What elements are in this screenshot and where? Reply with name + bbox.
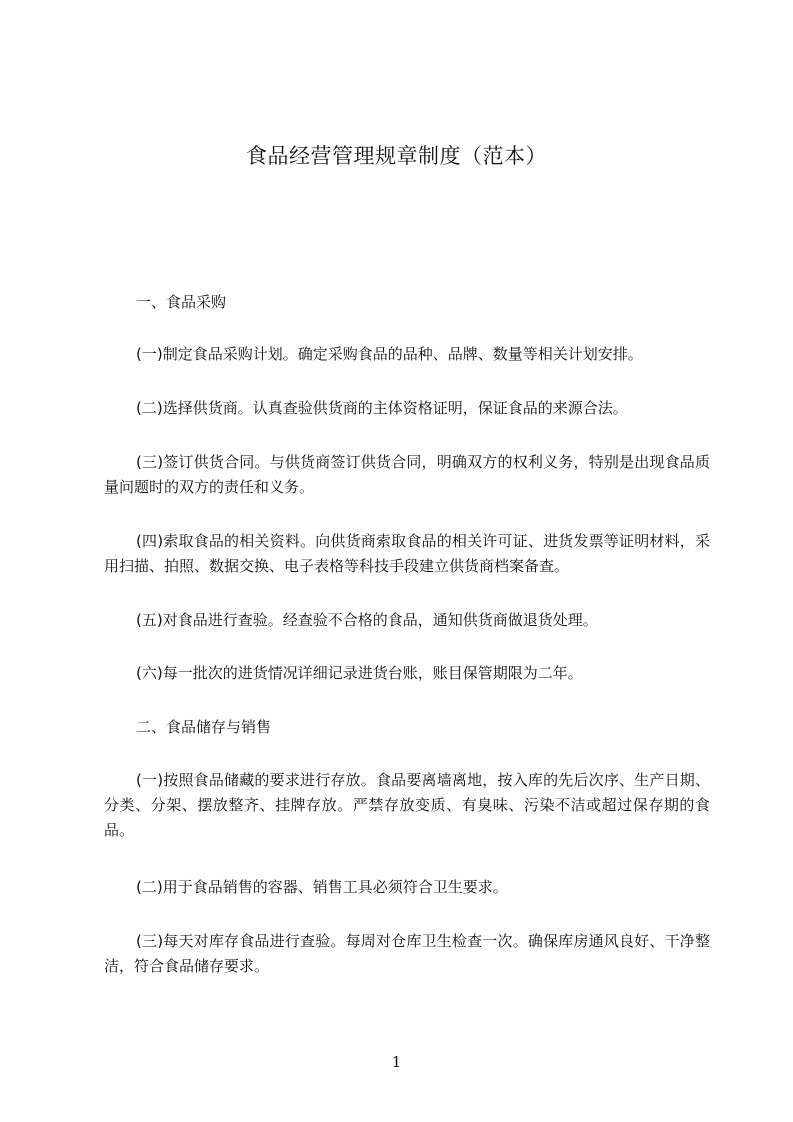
page-number: 1 <box>391 1053 402 1071</box>
paragraph: (五)对食品进行查验。经查验不合格的食品，通知供货商做退货处理。 <box>136 611 598 629</box>
paragraph: (三)每天对库存食品进行查验。每周对仓库卫生检查一次。确保库房通风良好、干净整洁，符合食品储存要求。 <box>104 932 710 975</box>
paragraph: (一)按照食品储藏的要求进行存放。食品要离墙离地，按入库的先后次序、生产日期、分类、分架、摆放整齐、挂牌存放。严禁存放变质、有臭味、污染不洁或超过保存期的食品。 <box>104 771 710 839</box>
paragraph: (六)每一批次的进货情况详细记录进货台账，账目保管期限为二年。 <box>136 664 583 682</box>
paragraph: (二)用于食品销售的容器、销售工具必须符合卫生要求。 <box>136 878 508 896</box>
paragraph: (三)签订供货合同。与供货商签订供货合同，明确双方的权利义务，特别是出现食品质量问题时的双方的责任和义务。 <box>104 453 710 496</box>
paragraph: (二)选择供货商。认真查验供货商的主体资格证明，保证食品的来源合法。 <box>136 399 628 417</box>
document-title: 食品经营管理规章制度（范本） <box>246 144 547 168</box>
section-heading-storage-sales: 二、食品储存与销售 <box>136 718 272 736</box>
paragraph: (四)索取食品的相关资料。向供货商索取食品的相关许可证、进货发票等证明材料，采用扫描、拍照、数据交换、电子表格等科技手段建立供货商档案备查。 <box>104 532 710 575</box>
section-heading-procurement: 一、食品采购 <box>136 293 227 311</box>
paragraph: (一)制定食品采购计划。确定采购食品的品种、品牌、数量等相关计划安排。 <box>136 345 643 363</box>
